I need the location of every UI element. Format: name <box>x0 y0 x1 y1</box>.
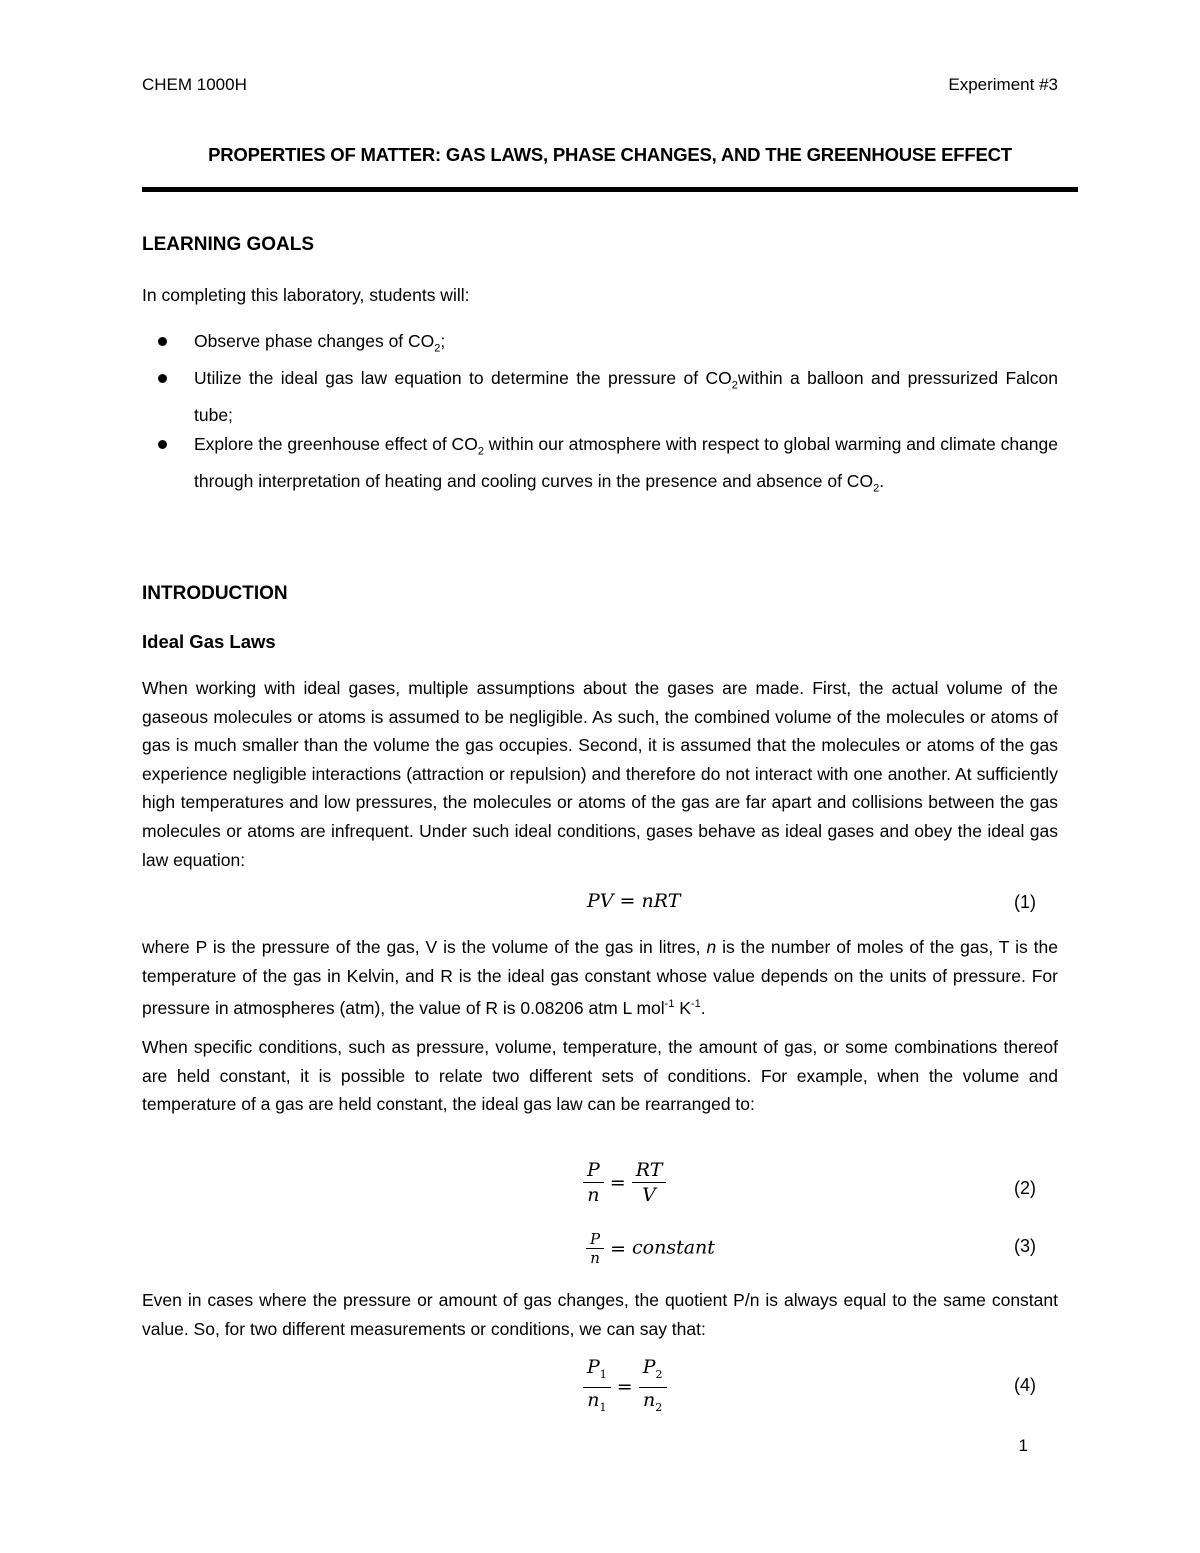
subscript: 2 <box>477 445 484 458</box>
intro-paragraph-2: where P is the pressure of the gas, V is the volume of the gas in litres, n is the number of moles of the gas, T is the temperature of the gas in Kelvin, and R is the ideal gas constant whose value depends on the units of pressure. For pressure in atmospheres (atm), the value of R is 0.08206 atm L mol$^{-1}$ $K^{-1}$. <box>142 937 1058 1019</box>
header-course: CHEM 1000H <box>142 75 247 94</box>
equation-2-number: (2) <box>1014 1178 1036 1198</box>
ideal-gas-laws-heading: Ideal Gas Laws <box>142 631 276 652</box>
list-item <box>142 430 1058 504</box>
equation-1-number: (1) <box>1014 892 1036 912</box>
subscript: 2 <box>731 379 738 392</box>
intro-paragraph-4: Even in cases where the pressure or amount of gas changes, the quotient P/n is always equal to the same constant value. So, for two different measurements or conditions, we can say that: <box>142 1290 1058 1339</box>
bullet-text: . <box>879 471 885 492</box>
learning-goals-intro: In completing this laboratory, students will: <box>142 285 470 305</box>
equation-2: $\frac{P}{n}$ = $\frac{RT}{V}$ <box>583 1158 666 1207</box>
equation-1: PV = nRT <box>587 890 681 912</box>
learning-goals-heading: LEARNING GOALS <box>142 234 315 255</box>
list-item <box>142 364 1058 430</box>
learning-goals-list <box>142 327 1058 504</box>
bullet-icon <box>158 374 167 383</box>
bullet-text: Observe phase changes of CO <box>194 331 435 351</box>
list-item <box>142 327 1058 364</box>
header-experiment: Experiment #3 <box>948 75 1058 94</box>
bullet-icon <box>158 337 167 346</box>
bullet-text: within our atmosphere with respect to global warming and climate change through interpretation of heating and cooling curves in the presence and absence of CO <box>194 434 1058 492</box>
equation-4: $\frac{P_1}{n_1}$ = $\frac{P_2}{n_2}$ <box>583 1355 667 1420</box>
page-number: 1 <box>1018 1436 1028 1455</box>
subscript: 2 <box>434 342 441 355</box>
bullet-text: within a balloon and pressurized Falcon tube; <box>194 367 1058 425</box>
intro-paragraph-1: When working with ideal gases, multiple assumptions about the gases are made. First, the actual volume of the gaseous molecules or atoms is assumed to be negligible. As such, the combined volume of the molecules or atoms of gas is much smaller than the volume the gas occupies. Second, it is assumed that the molecules or atoms of the gas experience negligible interactions (attraction or repulsion) and therefore do not interact with one another. At sufficiently high temperatures and low pressures, the molecules or atoms of the gas are far apart and collisions between the gas molecules or atoms are infrequent. Under such ideal conditions, gases behave as ideal gases and obey the ideal gas law equation: <box>142 678 1058 870</box>
intro-paragraph-3: When specific conditions, such as pressure, volume, temperature, the amount of gas, or some combinations thereof are held constant, it is possible to relate two different sets of conditions. For example, when the volume and temperature of a gas are held constant, the ideal gas law can be rearranged to: <box>142 1037 1058 1115</box>
bullet-icon <box>158 440 167 449</box>
equation-3: $\frac{P}{n}$ = constant <box>586 1230 715 1267</box>
bullet-text: Explore the greenhouse effect of CO <box>194 434 478 455</box>
document-title: PROPERTIES OF MATTER: GAS LAWS, PHASE CHANGES, AND THE GREENHOUSE EFFECT <box>208 144 1012 165</box>
subscript: 2 <box>873 482 880 495</box>
bullet-text: ; <box>440 331 446 351</box>
introduction-heading: INTRODUCTION <box>142 583 288 604</box>
title-rule <box>142 187 1078 192</box>
equation-3-number: (3) <box>1014 1236 1036 1256</box>
bullet-text: Utilize the ideal gas law equation to determine the pressure of CO <box>194 367 732 388</box>
equation-4-number: (4) <box>1014 1375 1036 1395</box>
